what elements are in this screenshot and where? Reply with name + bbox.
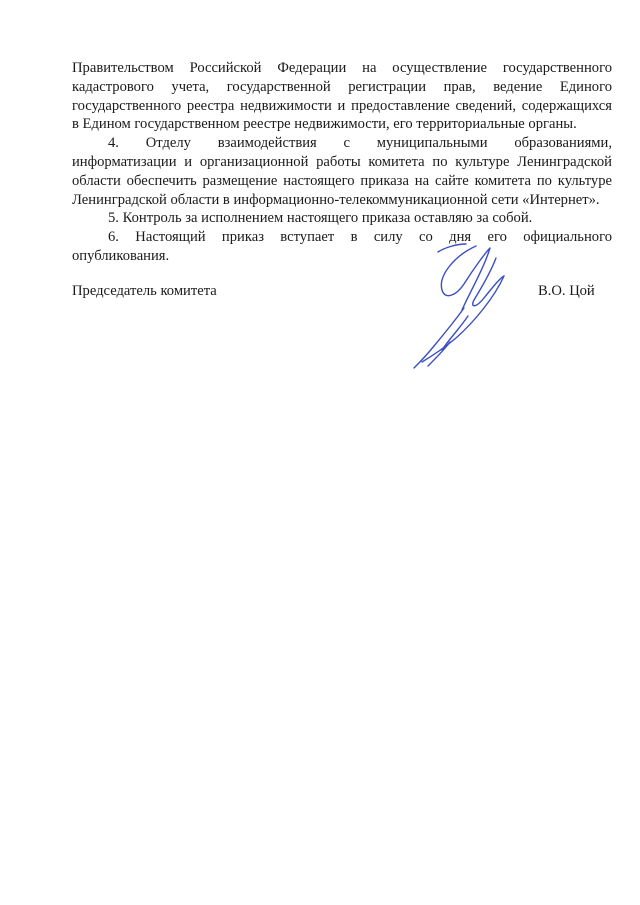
text-line: государственного реестра недвижимости и предоставление сведений, содержащихся (72, 97, 612, 114)
document-body (72, 59, 612, 266)
text-line: в Едином государственном реестре недвижимости, его территориальные органы. (72, 116, 577, 133)
text-line: 6. Настоящий приказ вступает в силу со дня его официального (108, 229, 612, 246)
item-4 (72, 134, 612, 209)
signature-strokes (414, 244, 504, 368)
signatory-name: В.О. Цой (538, 283, 595, 299)
text-line: 5. Контроль за исполнением настоящего приказа оставляю за собой. (108, 210, 533, 227)
signature-position: Председатель комитета (72, 283, 217, 299)
text-line: 4. Отделу взаимодействия с муниципальными образованиями, (108, 135, 612, 152)
text-line: опубликования. (72, 247, 170, 264)
text-line: кадастрового учета, государственной регистрации прав, ведение Единого (72, 78, 612, 95)
handwritten-signature (404, 238, 524, 373)
text-line: области обеспечить размещение настоящего приказа на сайте комитета по культуре (72, 172, 612, 189)
text-line: Правительством Российской Федерации на осуществление государственного (72, 60, 612, 76)
text-line: информатизации и организационной работы комитета по культуре Ленинградской (72, 153, 612, 170)
paragraph-continuation (72, 59, 612, 134)
item-6 (72, 228, 612, 266)
item-5 (72, 209, 612, 228)
text-line: Ленинградской области в информационно-телекоммуникационной сети «Интернет». (72, 191, 600, 208)
